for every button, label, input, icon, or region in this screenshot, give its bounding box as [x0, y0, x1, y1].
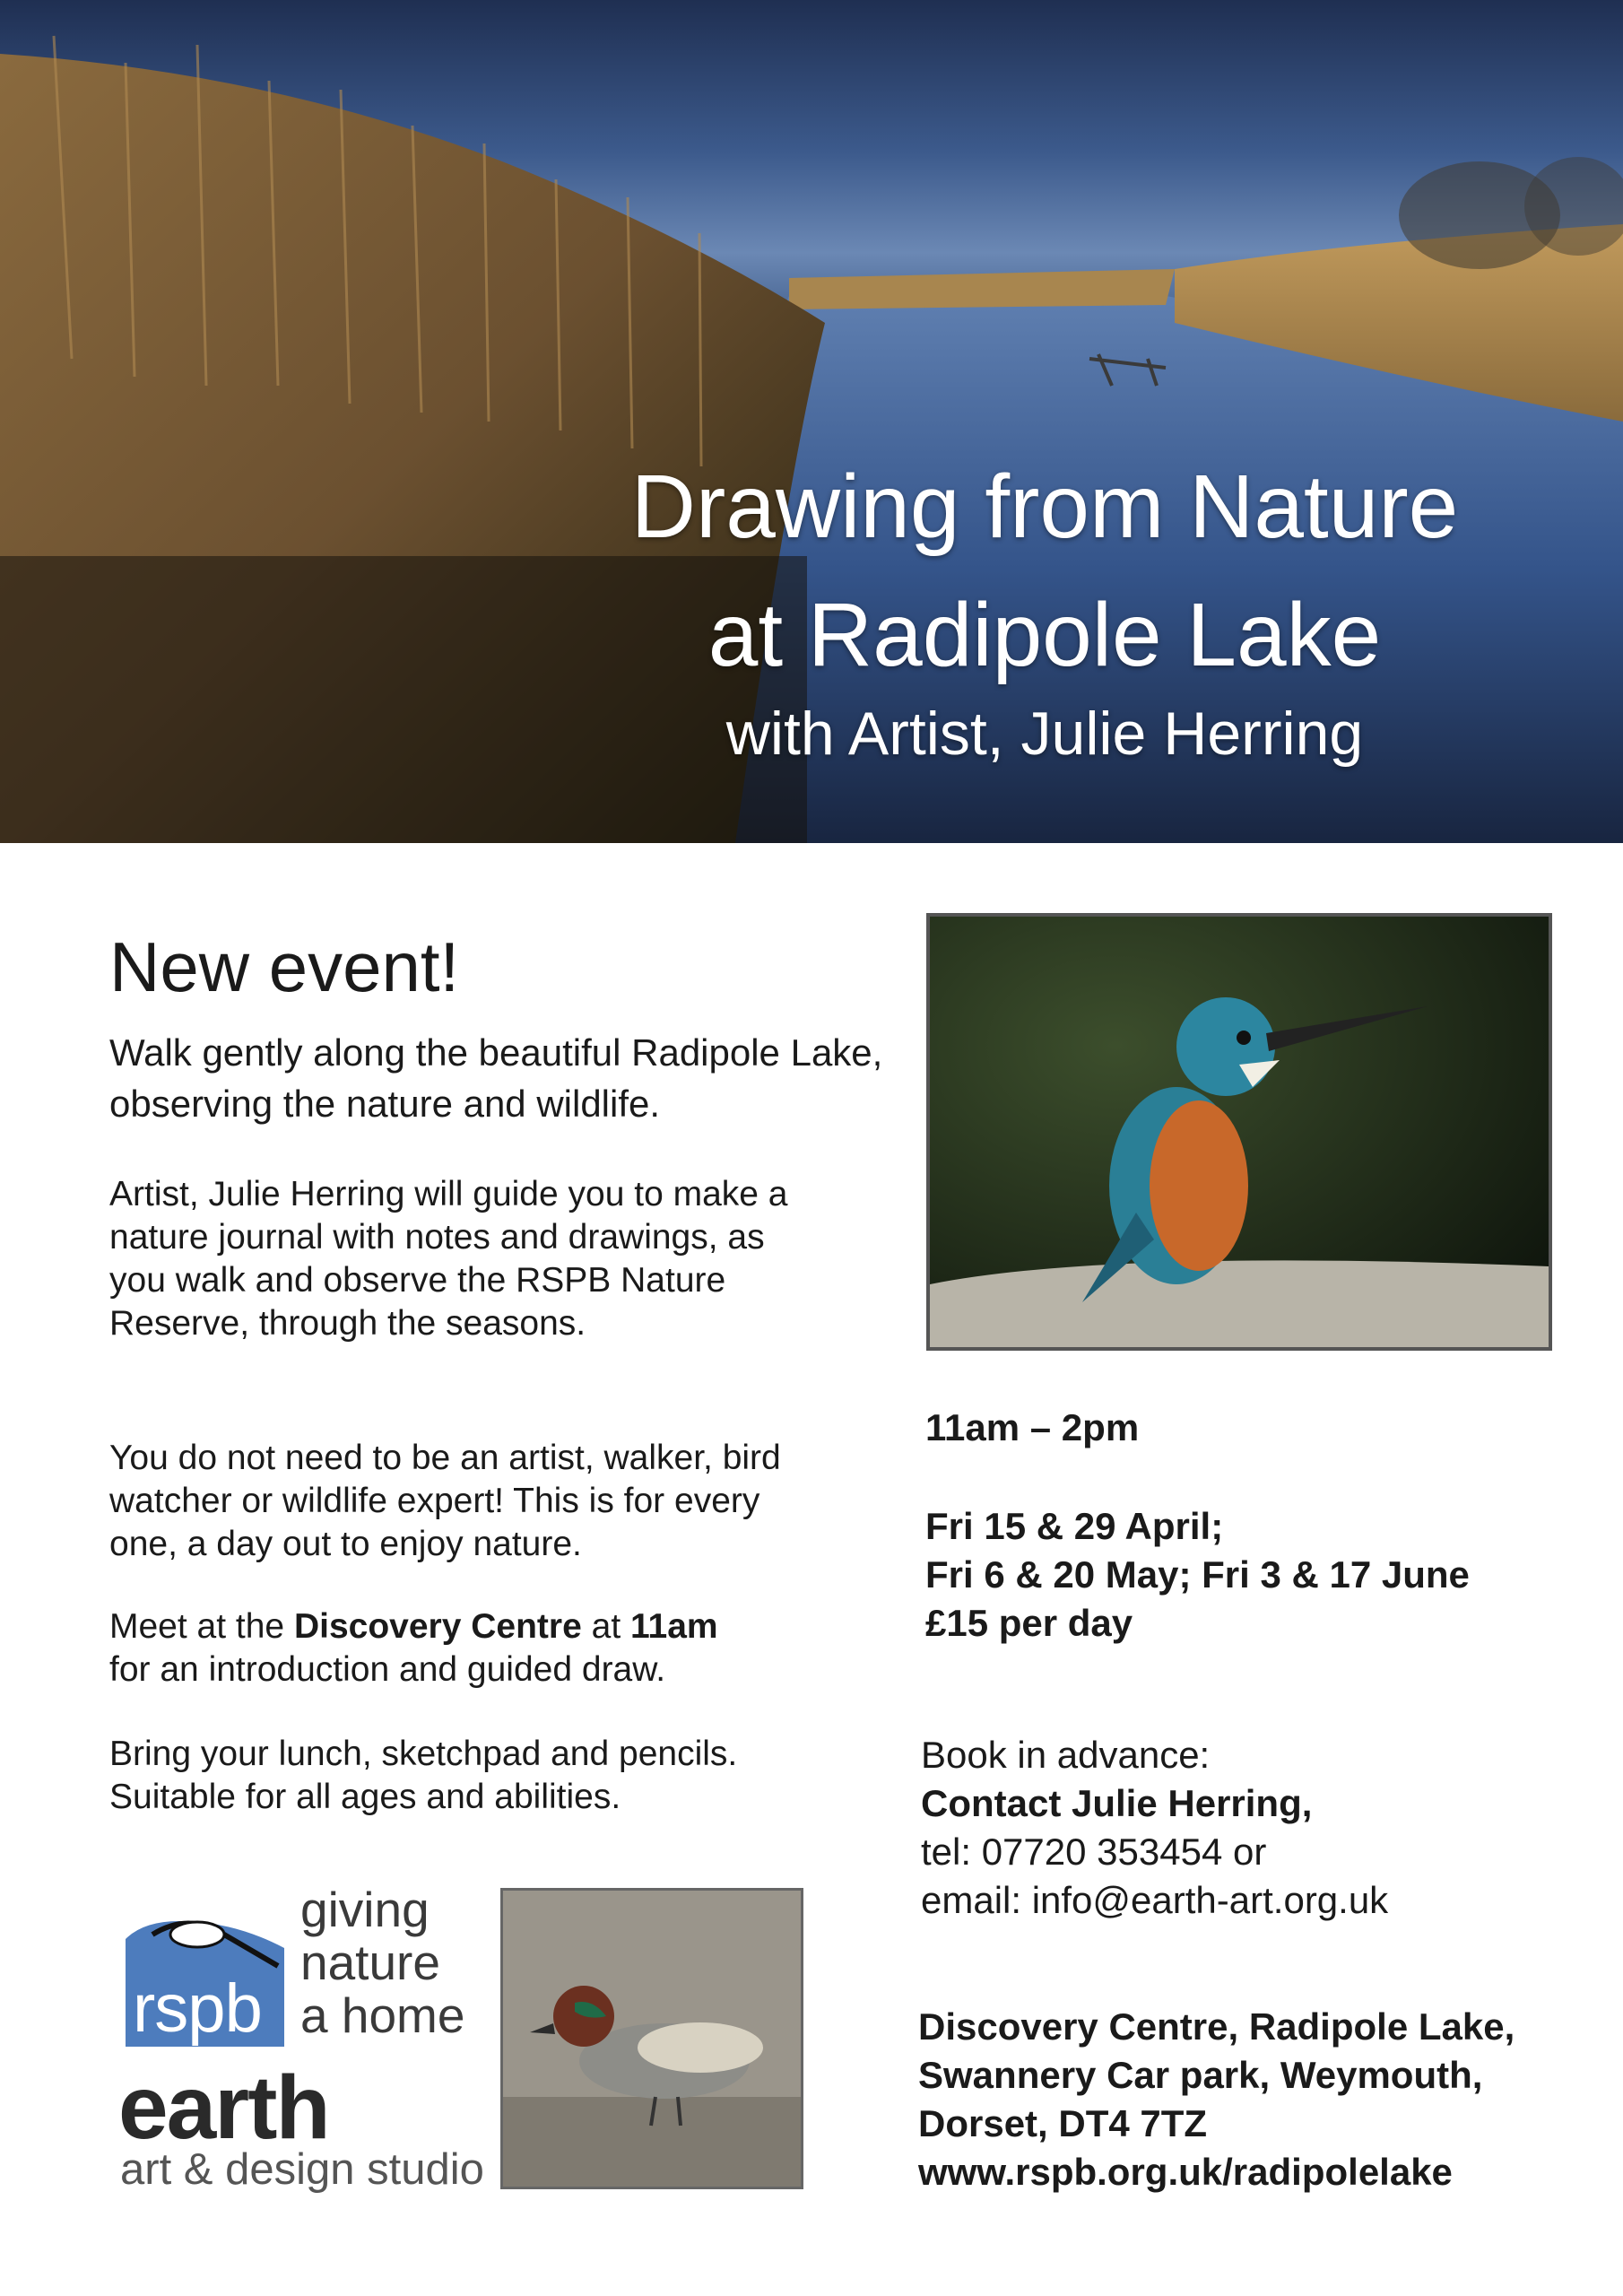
paragraph-guide: Artist, Julie Herring will guide you to make a nature journal with notes and drawings, as you walk and observe the RSPB Nature Reserve, through the seasons. [109, 1175, 788, 1343]
meet-at: at [591, 1607, 621, 1646]
teal-duck-photo [500, 1888, 803, 2189]
heading-new-event: New event! [109, 927, 460, 1006]
meet-prefix: Meet at the [109, 1607, 285, 1646]
hero-banner [0, 0, 1623, 843]
booking-label: Book in advance: [921, 1734, 1211, 1776]
rspb-wordmark: rspb [133, 1970, 262, 2047]
title-line-1: Drawing from Nature [630, 457, 1459, 557]
earth-subtitle: art & design studio [120, 2145, 484, 2194]
event-time: 11am – 2pm [925, 1406, 1140, 1448]
venue-address [918, 2003, 1515, 2196]
paragraph-everyone: You do not need to be an artist, walker, bird watcher or wildlife expert! This is for every one, a day out to enjoy nature. [109, 1439, 781, 1563]
price: £15 per day [925, 1602, 1133, 1644]
booking-tel: tel: 07720 353454 or [921, 1831, 1267, 1873]
meet-time: 11am [630, 1607, 718, 1646]
kingfisher-photo [926, 913, 1552, 1351]
website-link[interactable]: www.rspb.org.uk/radipolelake [918, 2151, 1453, 2193]
meet-place: Discovery Centre [293, 1607, 582, 1646]
paragraph-meet [109, 1605, 827, 1692]
tagline-line-3: a home [300, 1987, 465, 2043]
dates-line-1: Fri 15 & 29 April; [925, 1505, 1224, 1547]
address-line-2: Swannery Car park, Weymouth, [918, 2054, 1483, 2096]
event-dates [925, 1502, 1470, 1648]
booking-info [921, 1731, 1388, 1925]
subtitle: with Artist, Julie Herring [725, 700, 1364, 768]
rspb-tagline [300, 1883, 464, 2042]
address-line-3: Dorset, DT4 7TZ [918, 2102, 1208, 2144]
paragraph-bring: Bring your lunch, sketchpad and pencils. Suitable for all ages and abilities. [109, 1735, 738, 1816]
booking-email[interactable]: email: info@earth-art.org.uk [921, 1879, 1389, 1921]
intro-text: Walk gently along the beautiful Radipole Lake, observing the nature and wildlife. [109, 1031, 883, 1125]
earth-logo: earth [118, 2057, 329, 2158]
dates-line-2: Fri 6 & 20 May; Fri 3 & 17 June [925, 1553, 1470, 1596]
booking-contact: Contact Julie Herring, [921, 1782, 1313, 1824]
address-line-1: Discovery Centre, Radipole Lake, [918, 2005, 1515, 2048]
tagline-line-2: nature [300, 1935, 440, 1990]
title-line-2: at Radipole Lake [707, 585, 1382, 685]
meet-suffix: for an introduction and guided draw. [109, 1650, 666, 1689]
tagline-line-1: giving [300, 1882, 430, 1937]
